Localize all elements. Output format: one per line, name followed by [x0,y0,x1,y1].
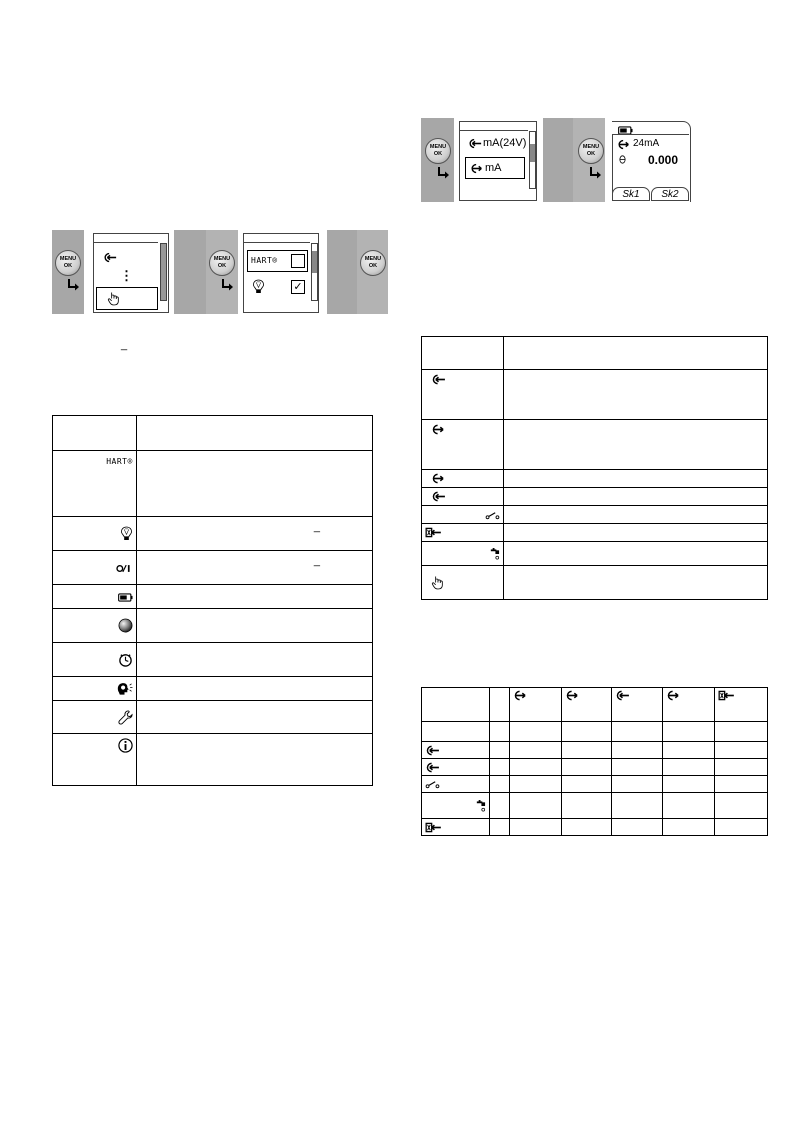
scrollbar[interactable] [160,243,167,301]
input-icon [425,745,440,756]
hand-icon [431,575,444,590]
measure-input-icon [431,491,446,502]
sensor-icon [425,822,442,833]
table-row [53,585,373,609]
table-row [422,506,768,524]
voice-icon [116,681,133,696]
source-output-icon [470,163,484,174]
table-row [422,420,768,470]
on-off-icon [116,564,133,573]
switch-icon [485,511,500,520]
menu-ok-button[interactable]: MENU OK [360,250,386,276]
underscore-mark: _ [313,521,320,533]
selected-menu-item[interactable] [96,287,158,310]
tap-icon [475,799,486,813]
contrast-icon [118,618,133,633]
arrow-icon [436,166,450,180]
functions-table [421,336,768,600]
ellipsis: ⋮ [120,268,133,283]
table-row [422,793,768,819]
arrow-icon [588,166,602,180]
menu-screen [93,233,169,313]
output-select-screen [459,121,537,201]
softkey-1[interactable]: Sk1 [612,187,650,201]
table-header-row [53,416,373,451]
switch-icon [425,780,440,789]
table-row [422,524,768,542]
scrollbar[interactable] [529,131,536,189]
table-row [422,370,768,420]
tap-icon [489,547,500,561]
sensor-icon [718,690,735,701]
matrix-table [421,687,768,836]
table-row [422,722,768,742]
gray-strip [327,230,357,314]
battery-icon [118,593,133,602]
hart-checkbox[interactable] [291,254,305,268]
range-label: 24mA [633,138,660,149]
table-row [422,759,768,776]
table-row [53,517,373,551]
table-row [53,609,373,643]
scrollbar[interactable] [311,243,318,301]
input-icon [425,762,440,773]
measure-output-icon [431,424,446,435]
menu-ok-button[interactable]: MENU OK [425,138,451,164]
measure-input-icon [468,138,482,149]
gray-strip [174,230,206,314]
theta-icon [619,155,626,164]
menu-ok-button[interactable]: MENU OK [209,250,235,276]
output-icon [513,690,528,701]
arrow-icon [66,278,80,292]
menu-ok-button[interactable]: MENU OK [578,138,604,164]
hart-label: HART® [251,256,278,265]
wrench-icon [118,710,133,725]
underscore-mark: _ [121,339,128,351]
table-row [53,551,373,585]
table-row [422,819,768,836]
output-icon [666,690,681,701]
underscore-mark: _ [313,555,320,567]
table-row [53,451,373,517]
selected-option[interactable] [465,157,525,179]
measure-input-icon [431,374,446,385]
output-icon [565,690,580,701]
table-row [53,677,373,701]
source-output-icon [617,139,631,150]
config-screen [243,233,319,313]
table-row [422,742,768,759]
option-ma-24v[interactable]: mA(24V) [483,137,527,149]
table-row [422,470,768,488]
icons-table [52,415,373,786]
softkey-2[interactable]: Sk2 [651,187,689,201]
matrix-header-row [422,688,768,722]
gray-strip [543,118,573,202]
option-ma: mA [485,162,502,174]
hart-option[interactable] [247,250,308,272]
backlight-checkbox[interactable]: ✓ [291,280,305,294]
source-output-icon [431,473,446,484]
menu-ok-button[interactable]: MENU OK [55,250,81,276]
table-row [422,488,768,506]
measure-screen [612,121,691,202]
table-row [422,776,768,793]
input-icon [615,690,630,701]
table-row [53,643,373,677]
info-icon [118,738,133,753]
timer-icon [118,652,133,667]
measure-input-icon [103,252,117,263]
hart-icon: HART® [106,457,133,466]
table-row [53,701,373,734]
backlight-icon [120,526,133,541]
reading-value: 0.000 [648,153,679,167]
table-row [422,566,768,600]
backlight-icon [252,279,265,294]
table-row [53,734,373,786]
table-header-row [422,337,768,370]
table-row [422,542,768,566]
sensor-input-icon [425,527,442,538]
arrow-icon [220,278,234,292]
hand-icon [107,291,120,306]
